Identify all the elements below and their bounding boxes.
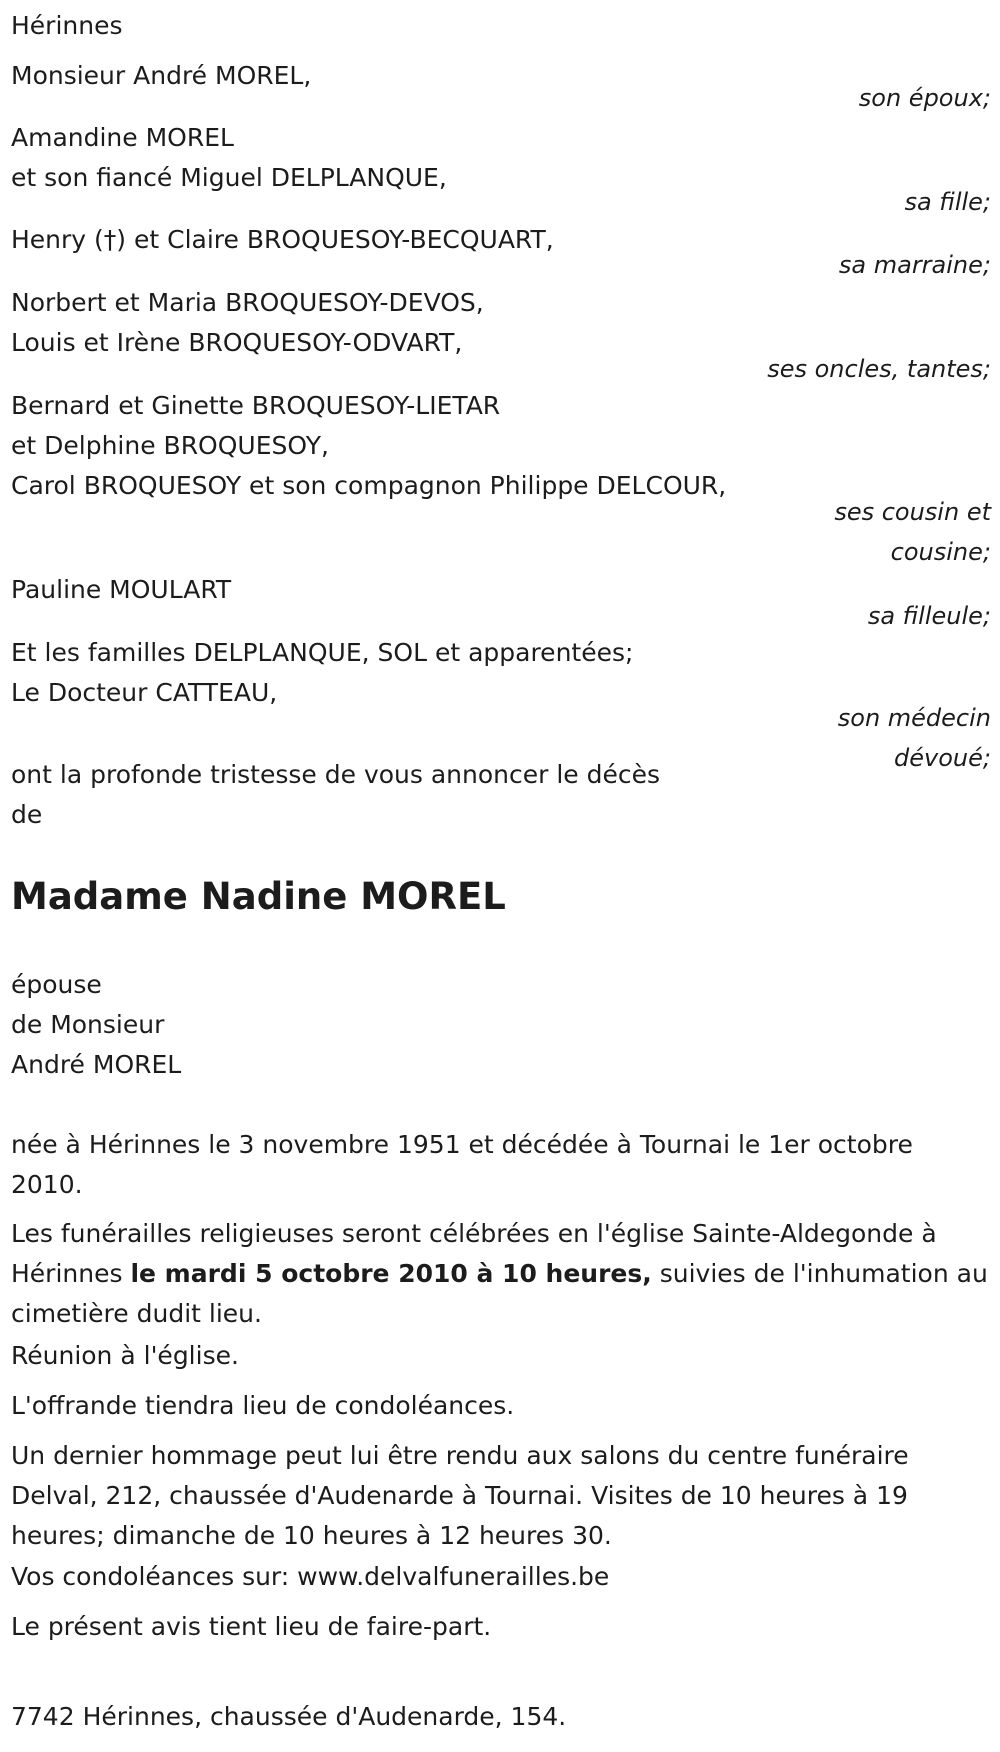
family-line: Bernard et Ginette BROQUESOY-LIETAR [11,391,501,420]
relation-label: sa marraine; [838,251,991,279]
family-line: Henry (†) et Claire BROQUESOY-BECQUART, [11,225,554,254]
spouse-line: de Monsieur [11,1010,165,1039]
condolences-link: Vos condoléances sur: www.delvalfunerailles.be [11,1562,610,1591]
relation-label: son médecin [837,704,991,732]
relation-label: son époux; [858,84,991,112]
birth-death-dates: née à Hérinnes le 3 novembre 1951 et décédée à Tournai le 1er octobre 2010. [11,1130,913,1199]
funeral-details [11,1214,991,1334]
family-line: Pauline MOULART [11,575,232,604]
family-line: Monsieur André MOREL, [11,61,312,90]
meeting-note: Réunion à l'église. [11,1341,239,1370]
offering-note: L'offrande tiendra lieu de condoléances. [11,1391,515,1420]
announcement-line: ont la profonde tristesse de vous annoncer le décès [11,760,661,789]
deceased-name: Madame Nadine MOREL [11,875,506,918]
spouse-line: André MOREL [11,1050,182,1079]
obituary-notice [11,0,991,1752]
family-line: et son fiancé Miguel DELPLANQUE, [11,163,447,192]
relation-label: cousine; [890,538,991,566]
family-line: Amandine MOREL [11,123,234,152]
relation-label: ses cousin et [834,498,991,526]
funeral-text: suivies de l'inhumation au cimetière dudit lieu. [11,1259,988,1328]
family-line: Louis et Irène BROQUESOY-ODVART, [11,328,463,357]
family-line: Carol BROQUESOY et son compagnon Philippe DELCOUR, [11,471,727,500]
faire-part-note: Le présent avis tient lieu de faire-part. [11,1612,492,1641]
family-line: Norbert et Maria BROQUESOY-DEVOS, [11,288,484,317]
announcement-line: de [11,800,43,829]
address: 7742 Hérinnes, chaussée d'Audenarde, 154. [11,1702,567,1731]
family-line: Le Docteur CATTEAU, [11,678,278,707]
homage-details: Un dernier hommage peut lui être rendu aux salons du centre funéraire Delval, 212, chaussée d'Audenarde à Tournai. Visites de 10 heures à 19 heures; dimanche de 10 heures à 12 heures 30. [11,1441,909,1550]
relation-label: sa fille; [904,188,991,216]
relation-label: ses oncles, tantes; [767,355,991,383]
spouse-line: épouse [11,970,102,999]
relation-label: sa filleule; [867,602,991,630]
family-line: et Delphine BROQUESOY, [11,431,329,460]
place-name: Hérinnes [11,11,123,40]
funeral-text: Les funérailles religieuses seront célébrées en l'église Sainte-Aldegonde à Hérinnes [11,1219,937,1288]
funeral-date-time: le mardi 5 octobre 2010 à 10 heures, [130,1259,652,1288]
relation-label: dévoué; [894,744,991,772]
family-line: Et les familles DELPLANQUE, SOL et apparentées; [11,638,634,667]
